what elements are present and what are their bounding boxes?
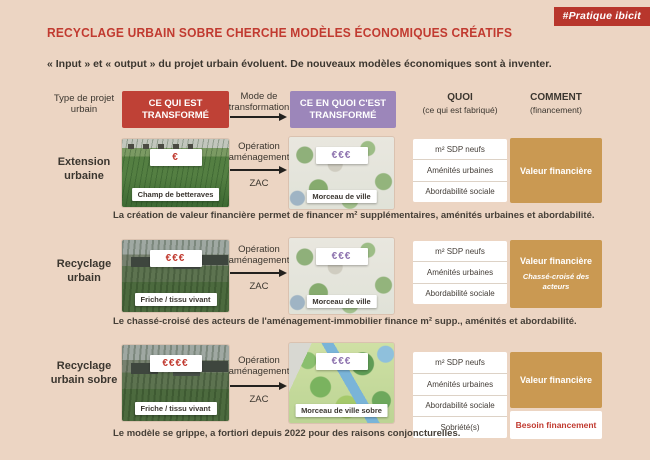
row-label: Extension urbaine (57, 156, 111, 182)
comment-sub: Chassé-croisé des acteurs (522, 272, 590, 291)
before-image-field (122, 139, 229, 207)
row-note: La création de valeur financière permet de financer m² supplémentaires, aménités urbaines et abordabilité. (113, 210, 595, 221)
mode-operation-label: Opération aménagement (228, 355, 290, 378)
quoi-list (413, 139, 507, 202)
column-header-transformed: CE QUI EST TRANSFORMÉ (122, 91, 229, 128)
euro-amount-before: € (150, 149, 202, 166)
transformation-arrow (230, 169, 280, 171)
besoin-financement-box: Besoin financement (510, 411, 602, 439)
row-note: Le modèle se grippe, a fortiori depuis 2022 pour des raisons conjoncturelles. (113, 428, 461, 439)
before-image-caption: Champ de betteraves (132, 188, 220, 201)
after-image-caption: Morceau de ville (306, 190, 376, 203)
pratique-badge: #Pratique ibicit (554, 7, 650, 26)
mode-operation-label: Opération aménagement (228, 141, 290, 164)
column-header-result: CE EN QUOI C'EST TRANSFORMÉ (290, 91, 396, 128)
after-image-caption: Morceau de ville sobre (295, 404, 388, 417)
comment-label: COMMENT (530, 92, 582, 103)
quoi-label: QUOI (447, 92, 473, 103)
quoi-list (413, 241, 507, 304)
euro-amount-before: €€€€ (150, 355, 202, 372)
mode-zac-label: ZAC (249, 394, 269, 405)
mode-zac-label: ZAC (249, 178, 269, 189)
column-header-quoi (413, 92, 507, 115)
comment-main: Valeur financière (519, 165, 593, 176)
row-label: Recyclage urbain (56, 258, 112, 284)
after-image-city (289, 137, 394, 209)
after-image-city-sobre (289, 343, 394, 423)
comment-main: Valeur financière (519, 375, 593, 385)
before-image-caption: Friche / tissu vivant (134, 402, 216, 415)
quoi-list (413, 352, 507, 438)
transformation-arrow (230, 385, 280, 387)
comment-sublabel: (financement) (530, 105, 582, 115)
column-header-comment (504, 92, 608, 115)
euro-amount-after: €€€ (316, 353, 368, 370)
before-image-friche (122, 240, 229, 312)
comment-box (510, 352, 602, 408)
after-image-city (289, 238, 394, 314)
after-image-caption: Morceau de ville (306, 295, 376, 308)
mode-zac-label: ZAC (249, 281, 269, 292)
comment-box (510, 240, 602, 308)
quoi-item: m² SDP neufs (413, 139, 507, 160)
transformation-arrow (230, 272, 280, 274)
column-header-mode: Mode de transformation (228, 91, 290, 114)
row-note: Le chassé-croisé des acteurs de l'aménagement-immobilier finance m² supp., aménités et abordabilité. (113, 316, 577, 327)
quoi-sublabel: (ce qui est fabriqué) (422, 105, 498, 115)
quoi-item: Aménités urbaines (413, 374, 507, 396)
quoi-item: Abordabilité sociale (425, 289, 495, 299)
mode-operation-label: Opération aménagement (228, 244, 290, 267)
before-image-friche (122, 345, 229, 421)
euro-amount-after: €€€ (316, 147, 368, 164)
quoi-item: m² SDP neufs (413, 241, 507, 262)
quoi-item: Aménités urbaines (413, 262, 507, 283)
euro-amount-before: €€€ (150, 250, 202, 267)
quoi-item: Abordabilité sociale (413, 396, 507, 418)
comment-box (510, 138, 602, 203)
quoi-item: Abordabilité sociale (425, 187, 495, 197)
page-subtitle: « Input » et « output » du projet urbain évoluent. De nouveaux modèles économiques sont à inventer. (47, 58, 552, 70)
comment-main: Valeur financière (519, 256, 593, 267)
page-title: RECYCLAGE URBAIN SOBRE CHERCHE MODÈLES ÉCONOMIQUES CRÉATIFS (47, 26, 513, 40)
quoi-item: Aménités urbaines (413, 160, 507, 181)
quoi-item: m² SDP neufs (413, 352, 507, 374)
before-image-caption: Friche / tissu vivant (134, 293, 216, 306)
column-header-type: Type de projet urbain (53, 93, 115, 116)
row-label: Recyclage urbain sobre (50, 360, 118, 386)
header-transformation-arrow (230, 116, 280, 118)
euro-amount-after: €€€ (316, 248, 368, 265)
quoi-item: Sobriété(s) (440, 423, 480, 433)
